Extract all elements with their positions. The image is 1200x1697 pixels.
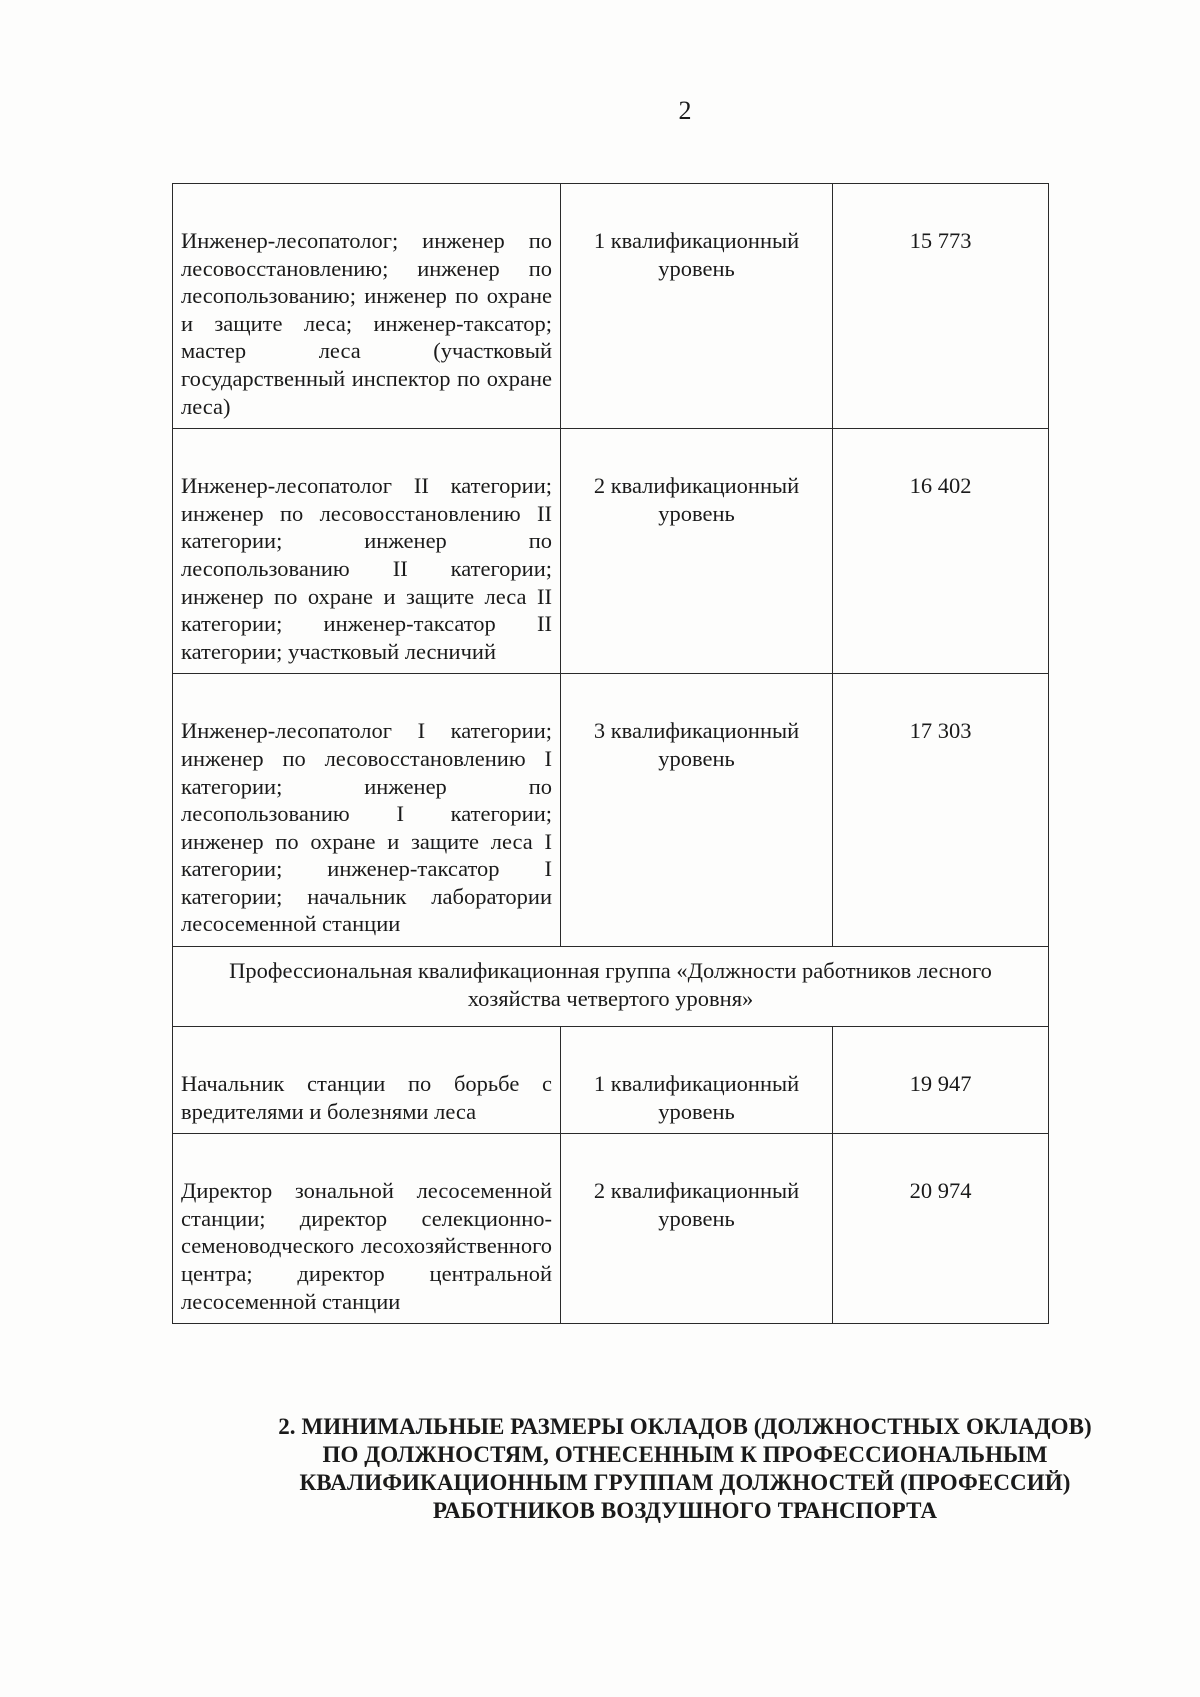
page-number: 2 — [678, 96, 692, 125]
table-row — [173, 429, 1049, 674]
section-heading-line: РАБОТНИКОВ ВОЗДУШНОГО ТРАНСПОРТА — [432, 1498, 938, 1523]
table-row — [173, 1134, 1049, 1324]
group-heading: Профессиональная квалификационная группа «Должности работников лесного хозяйства четвертого уровня» — [173, 947, 1049, 1027]
salary-amount-cell: 15 773 — [833, 184, 1049, 429]
position-cell: Инженер-лесопатолог II категории; инженер по лесовосстановлению II категории; инженер по лесопользованию II категории; инженер по охране и защите леса II категории; инженер-таксатор II категории; участковый лесничий — [173, 429, 561, 674]
qualification-level-cell: 3 квалификационный уровень — [561, 674, 833, 947]
table-row — [173, 184, 1049, 429]
salary-table — [172, 183, 1049, 1324]
group-heading-row — [173, 947, 1049, 1027]
section-heading-line: 2. МИНИМАЛЬНЫЕ РАЗМЕРЫ ОКЛАДОВ (ДОЛЖНОСТНЫХ ОКЛАДОВ) — [278, 1414, 1092, 1439]
position-cell: Начальник станции по борьбе с вредителями и болезнями леса — [173, 1027, 561, 1134]
salary-amount-cell: 16 402 — [833, 429, 1049, 674]
salary-amount-cell: 20 974 — [833, 1134, 1049, 1324]
section-heading — [0, 1413, 1200, 1525]
section-heading-line: ПО ДОЛЖНОСТЯМ, ОТНЕСЕННЫМ К ПРОФЕССИОНАЛЬНЫМ — [322, 1442, 1048, 1467]
salary-amount-cell: 19 947 — [833, 1027, 1049, 1134]
position-cell: Директор зональной лесосеменной станции; директор селекционно-семеноводческого лесохозяйственного центра; директор центральной лесосеменной станции — [173, 1134, 561, 1324]
qualification-level-cell: 1 квалификационный уровень — [561, 1027, 833, 1134]
table-row — [173, 674, 1049, 947]
table-row — [173, 1027, 1049, 1134]
section-heading-line: КВАЛИФИКАЦИОННЫМ ГРУППАМ ДОЛЖНОСТЕЙ (ПРОФЕССИЙ) — [299, 1470, 1071, 1495]
qualification-level-cell: 2 квалификационный уровень — [561, 429, 833, 674]
qualification-level-cell: 1 квалификационный уровень — [561, 184, 833, 429]
qualification-level-cell: 2 квалификационный уровень — [561, 1134, 833, 1324]
position-cell: Инженер-лесопатолог; инженер по лесовосстановлению; инженер по лесопользованию; инженер по охране и защите леса; инженер-таксатор; мастер леса (участковый государственный инспектор по охране леса) — [173, 184, 561, 429]
position-cell: Инженер-лесопатолог I категории; инженер по лесовосстановлению I категории; инженер по лесопользованию I категории; инженер по охране и защите леса I категории; инженер-таксатор I категории; начальник лаборатории лесосеменной станции — [173, 674, 561, 947]
salary-amount-cell: 17 303 — [833, 674, 1049, 947]
